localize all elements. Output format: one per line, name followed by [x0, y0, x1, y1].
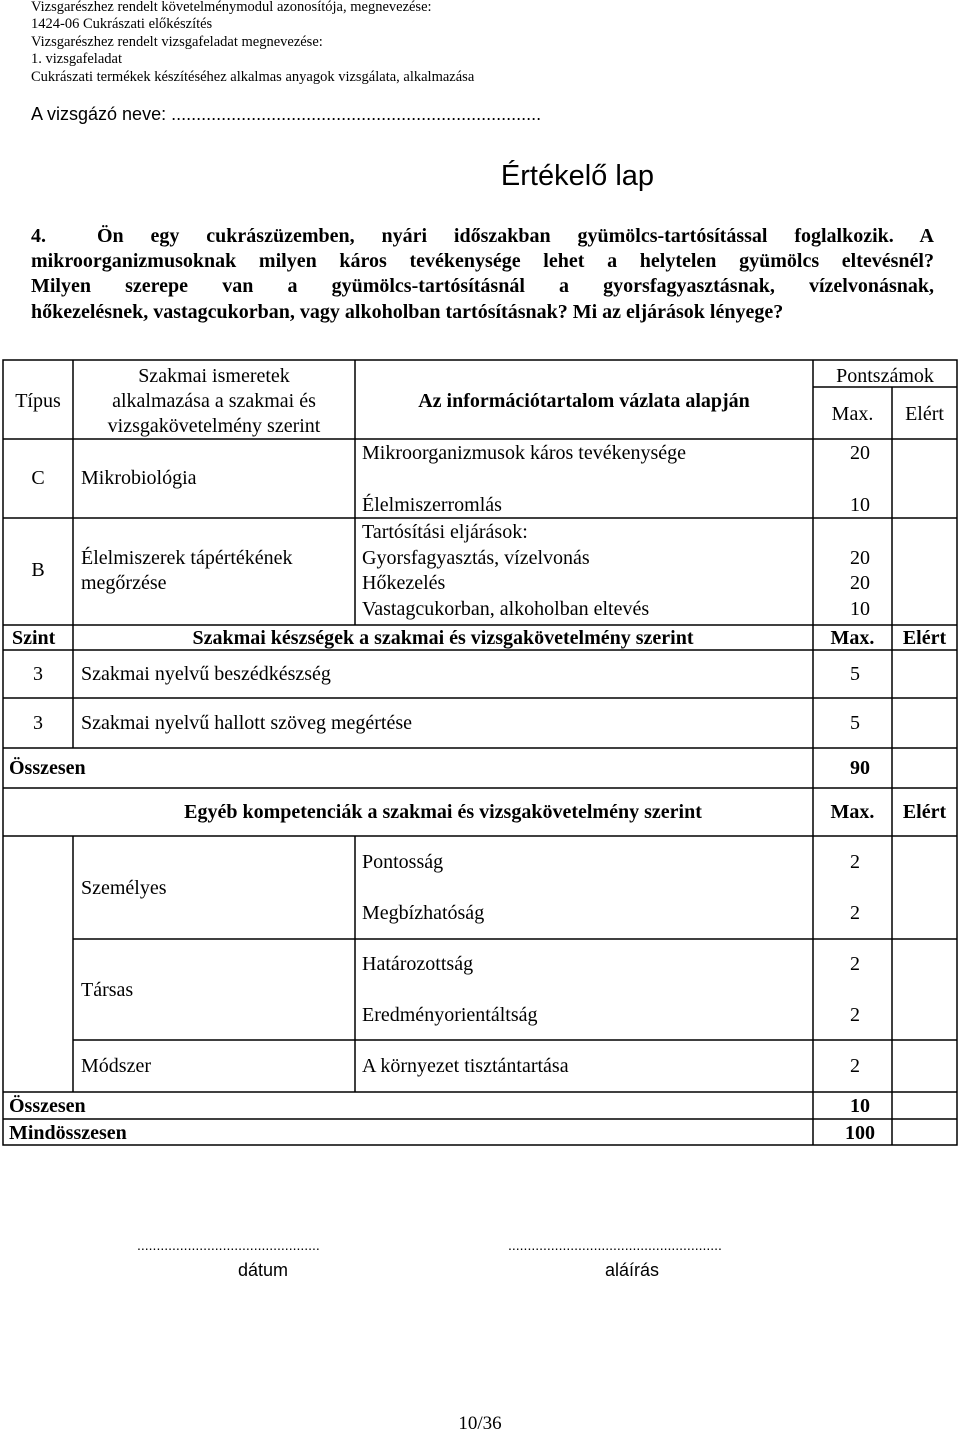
col-max-header-2: Max.	[830, 627, 875, 649]
item-max: 10	[850, 494, 870, 516]
skill-level: 3	[33, 712, 43, 734]
subtotal-max: 90	[850, 757, 870, 779]
row-topic-microbiology: Mikrobiológia	[81, 467, 197, 489]
total-max: 10	[850, 1095, 870, 1117]
signature-label: aláírás	[605, 1260, 660, 1280]
skill-label: Szakmai nyelvű beszédkészség	[81, 663, 331, 685]
subtotal-label: Összesen	[9, 757, 86, 779]
row-topic-nutrition-1: Élelmiszerek tápértékének	[81, 547, 293, 569]
item-max: 10	[850, 598, 870, 620]
col-max-header-3: Max.	[830, 801, 875, 823]
col-outline-header: Az információtartalom vázlata alapján	[418, 390, 750, 412]
header-task-number: 1. vizsgafeladat	[31, 51, 122, 68]
skill-max: 5	[850, 712, 860, 734]
skill-level: 3	[33, 663, 43, 685]
item-max: 20	[850, 572, 870, 594]
col-knowledge-header-1: Szakmai ismeretek	[138, 365, 290, 387]
item-label: Élelmiszerromlás	[362, 494, 502, 516]
skill-label: Szakmai nyelvű hallott szöveg megértése	[81, 712, 413, 734]
col-points-header: Pontszámok	[836, 365, 934, 387]
col-level-header: Szint	[12, 627, 56, 649]
skill-max: 5	[850, 663, 860, 685]
col-knowledge-header-3: vizsgakövetelmény szerint	[107, 415, 321, 437]
item-label: Mikroorganizmusok káros tevékenysége	[362, 442, 686, 464]
competence-label: Pontosság	[362, 851, 444, 873]
item-label: Hőkezelés	[362, 572, 446, 594]
question-text: 4. Ön egy cukrászüzemben, nyári időszakban gyümölcs-tartósítással foglalkozik. A mikroorganizmusoknak milyen káros tevékenysége lehet a helytelen gyümölcs eltevésnél? Milyen szerepe van a gyümölcs-tartósításnál a gyorsfagyasztásnak, vízelvonásnak, hőkezelésnek, vastagcukorban, vagy alkoholban tartósításnak? Mi az eljárások lényege?	[31, 225, 934, 323]
competence-label: Határozottság	[362, 953, 474, 975]
row-topic-nutrition-2: megőrzése	[81, 572, 167, 594]
col-skills-header: Szakmai készségek a szakmai és vizsgakövetelmény szerint	[192, 627, 694, 649]
item-label: Gyorsfagyasztás, vízelvonás	[362, 547, 590, 569]
competence-group-method: Módszer	[81, 1055, 151, 1077]
date-label: dátum	[238, 1260, 289, 1280]
competence-max: 2	[850, 1055, 860, 1077]
col-achieved-header: Elért	[905, 403, 944, 425]
header-task-label: Vizsgarészhez rendelt vizsgafeladat megnevezése:	[31, 33, 323, 50]
row-type-b: B	[31, 559, 45, 581]
item-max: 20	[850, 547, 870, 569]
col-type-header: Típus	[15, 390, 61, 412]
col-achieved-header-2: Elért	[902, 627, 947, 649]
item-max: 20	[850, 442, 870, 464]
competence-label: Eredményorientáltság	[362, 1004, 538, 1026]
competence-max: 2	[850, 953, 860, 975]
item-label: Tartósítási eljárások:	[362, 521, 528, 543]
competence-group-personal: Személyes	[81, 877, 167, 899]
competence-group-social: Társas	[81, 979, 134, 1001]
page-number: 10/36	[458, 1413, 502, 1434]
header-module-name: 1424-06 Cukrászati előkészítés	[31, 16, 213, 33]
competence-label: A környezet tisztántartása	[362, 1055, 569, 1077]
date-line: ...............................................	[137, 1237, 320, 1253]
col-other-header: Egyéb kompetenciák a szakmai és vizsgakövetelmény szerint	[184, 801, 702, 823]
competence-max: 2	[850, 902, 860, 924]
row-type-c: C	[31, 467, 45, 489]
header-module-label: Vizsgarészhez rendelt követelménymodul azonosítója, megnevezése:	[31, 0, 432, 15]
col-knowledge-header-2: alkalmazása a szakmai és	[112, 390, 316, 412]
signature-line: .......................................................	[508, 1237, 722, 1253]
grand-total-label: Mindösszesen	[9, 1122, 127, 1144]
competence-max: 2	[850, 1004, 860, 1026]
header-task-name: Cukrászati termékek készítéséhez alkalmas anyagok vizsgálata, alkalmazása	[31, 68, 475, 85]
grand-total-max: 100	[845, 1122, 875, 1144]
item-label: Vastagcukorban, alkoholban eltevés	[362, 598, 650, 620]
question-number: 4.	[31, 225, 46, 247]
competence-max: 2	[850, 851, 860, 873]
total-label: Összesen	[9, 1095, 86, 1117]
page-title: Értékelő lap	[500, 160, 655, 192]
candidate-name-field: A vizsgázó neve: ..........................................................................	[31, 104, 542, 124]
competence-label: Megbízhatóság	[362, 902, 485, 924]
col-achieved-header-3: Elért	[902, 801, 947, 823]
col-max-header: Max.	[831, 403, 874, 425]
